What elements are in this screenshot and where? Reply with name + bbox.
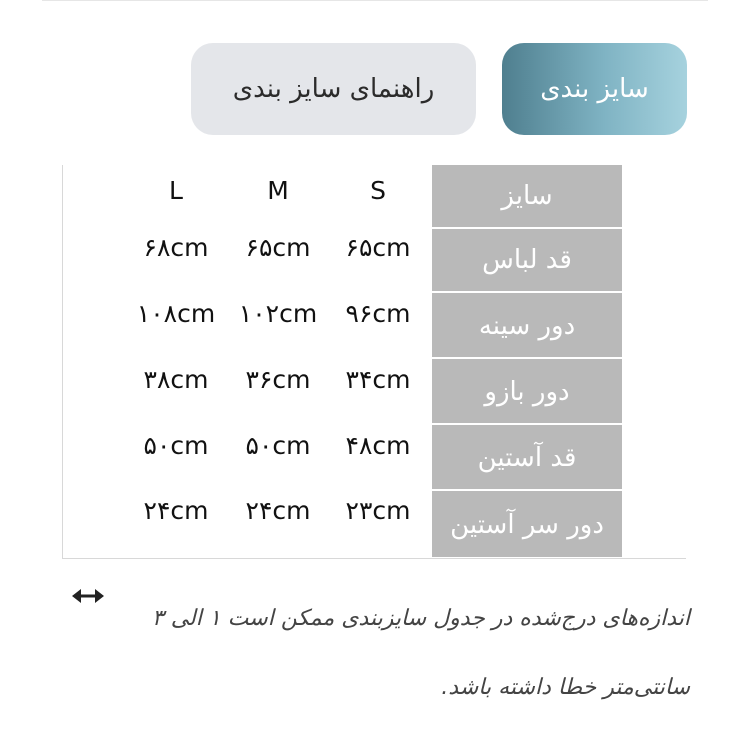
table-cell: ۳۴cm	[345, 364, 411, 394]
table-bottom-border	[62, 558, 686, 559]
table-cell: ۶۸cm	[143, 232, 209, 262]
column-header-m: M	[267, 175, 289, 205]
tab-sizing-label: سایز بندی	[540, 74, 649, 104]
note-line-2: سانتی‌متر خطا داشته باشد.	[441, 675, 690, 700]
table-cell: ۲۳cm	[345, 495, 411, 525]
header-cell-length: قد لباس	[432, 229, 622, 293]
table-cell: ۳۶cm	[245, 364, 311, 394]
table-cell: ۲۴cm	[143, 495, 209, 525]
top-divider	[42, 0, 708, 1]
header-cell-sleeve-length: قد آستین	[432, 427, 622, 491]
note-line-1: اندازه‌های درج‌شده در جدول سایزبندی ممکن است ۱ الی ۳	[151, 606, 690, 631]
header-cell-size: سایز	[432, 165, 622, 229]
table-cell: ۹۶cm	[345, 298, 411, 328]
table-cell: ۴۸cm	[345, 430, 411, 460]
table-cell: ۱۰۸cm	[136, 298, 216, 328]
horizontal-scroll-arrows-icon[interactable]	[72, 586, 104, 606]
size-table[interactable]	[62, 165, 686, 559]
header-cell-arm: دور بازو	[432, 361, 622, 425]
column-header-l: L	[169, 175, 183, 205]
table-left-border	[62, 165, 63, 559]
header-cell-cuff: دور سر آستین	[450, 510, 604, 540]
tab-size-guide-label: راهنمای سایز بندی	[232, 74, 435, 104]
tab-sizing[interactable]	[502, 43, 687, 135]
header-cell-chest: دور سینه	[432, 295, 622, 359]
table-cell: ۶۵cm	[245, 232, 311, 262]
table-cell: ۶۵cm	[345, 232, 411, 262]
table-cell: ۱۰۲cm	[238, 298, 318, 328]
table-cell: ۳۸cm	[143, 364, 209, 394]
tab-size-guide[interactable]	[191, 43, 476, 135]
column-header-s: S	[370, 175, 386, 205]
table-header-column	[432, 165, 622, 557]
table-cell: ۵۰cm	[245, 430, 311, 460]
table-cell: ۵۰cm	[143, 430, 209, 460]
table-cell: ۲۴cm	[245, 495, 311, 525]
